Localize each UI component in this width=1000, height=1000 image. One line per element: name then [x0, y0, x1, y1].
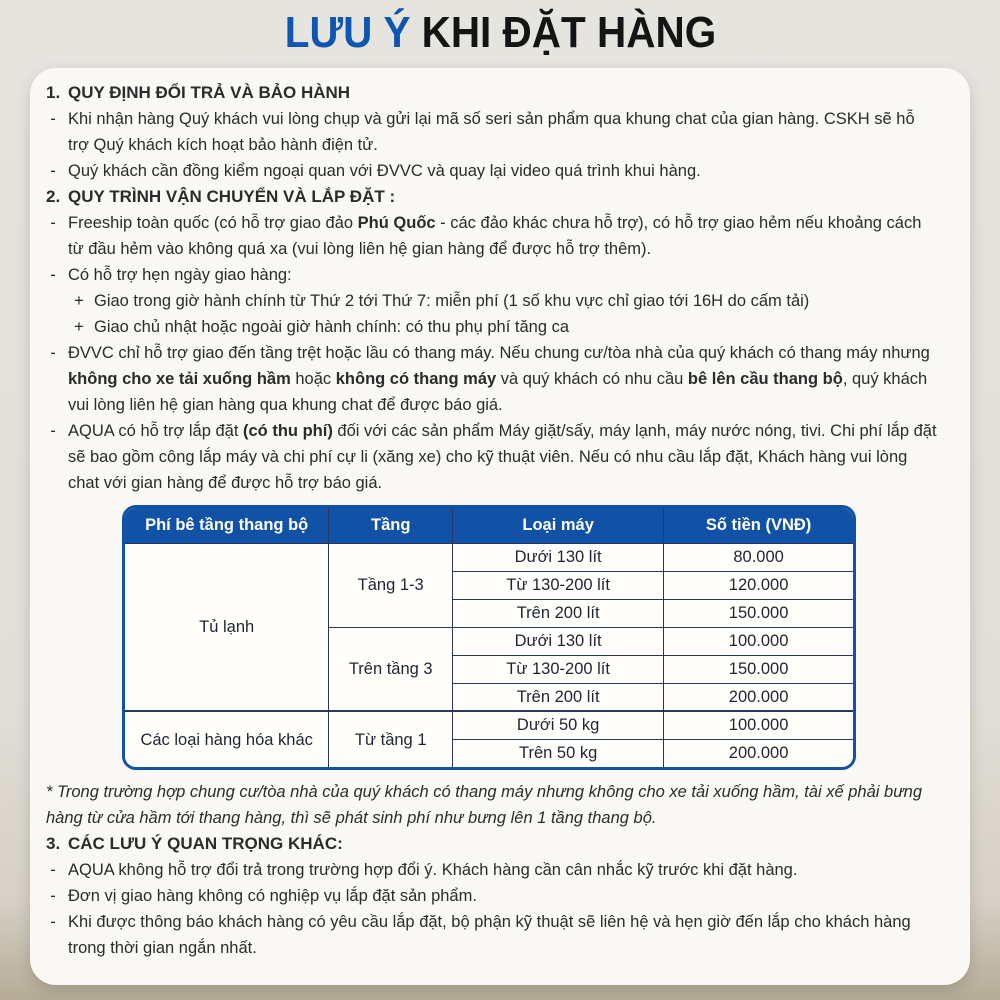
bullet-dash-marker: - [50, 344, 56, 362]
table-cell-amount: 120.000 [664, 571, 853, 599]
table-cell-amount: 200.000 [664, 739, 853, 767]
section-2-subbullet-2 [64, 314, 940, 340]
table-cell-amount: 150.000 [664, 599, 853, 627]
section-2-subbullet-1 [64, 288, 940, 314]
bullet-plus-marker: + [74, 292, 84, 310]
bullet-text: AQUA có hỗ trợ lắp đặt (có thu phí) đối với các sản phẩm Máy giặt/sấy, máy lạnh, máy nước nóng, tivi. Chi phí lắp đặt sẽ bao gồm công lắp máy và chi phí cự li (xăng xe) cho kỹ thuật viên. Nếu có nhu cầu lắp đặt, Khách hàng vui lòng chat với gian hàng để được hỗ trợ báo giá. [68, 422, 937, 492]
table-cell-amount: 100.000 [664, 711, 853, 739]
table-cell-category-fridge: Tủ lạnh [125, 543, 329, 711]
bullet-dash-marker: - [50, 110, 56, 128]
price-table [122, 505, 856, 770]
table-cell-amount: 200.000 [664, 683, 853, 711]
bullet-dash-marker: - [50, 214, 56, 232]
bullet-plus-marker: + [74, 318, 84, 336]
table-cell-type: Trên 50 kg [453, 739, 664, 767]
table-header-amount: Số tiền (VNĐ) [664, 508, 853, 543]
notice-card [30, 68, 970, 985]
bullet-text: Đơn vị giao hàng không có nghiệp vụ lắp đặt sản phẩm. [68, 887, 477, 905]
table-cell-type: Dưới 130 lít [453, 543, 664, 571]
bullet-text: Khi được thông báo khách hàng có yêu cầu lắp đặt, bộ phận kỹ thuật sẽ liên hệ và hẹn giờ đến lắp cho khách hàng trong thời gian ngắn nhất. [68, 913, 911, 957]
bold-paid-install: (có thu phí) [243, 422, 333, 440]
section-1-heading [38, 80, 940, 106]
bullet-text: Giao chủ nhật hoặc ngoài giờ hành chính: có thu phụ phí tăng ca [94, 318, 570, 336]
page-title-highlight: LƯU Ý [284, 8, 411, 57]
section-3-heading-text: CÁC LƯU Ý QUAN TRỌNG KHÁC: [68, 834, 343, 853]
table-cell-amount: 150.000 [664, 655, 853, 683]
table-cell-floor-above-3: Trên tầng 3 [329, 627, 453, 711]
section-1-number: 1. [46, 83, 61, 102]
bullet-dash-marker: - [50, 162, 56, 180]
table-header-floor: Tầng [329, 508, 453, 543]
bullet-text: Khi nhận hàng Quý khách vui lòng chụp và gửi lại mã số seri sản phẩm qua khung chat của gian hàng. CSKH sẽ hỗ trợ Quý khách kích hoạt bảo hành điện tử. [68, 110, 915, 154]
bullet-text: ĐVVC chỉ hỗ trợ giao đến tầng trệt hoặc lầu có thang máy. Nếu chung cư/tòa nhà của quý khách có thang máy nhưng không cho xe tải xuống hầm hoặc không có thang máy và quý khách có nhu cầu bê lên cầu thang bộ, quý khách vui lòng liên hệ gian hàng qua khung chat để được báo giá. [68, 344, 930, 414]
bullet-dash-marker: - [50, 861, 56, 879]
bullet-dash-marker: - [50, 422, 56, 440]
bold-no-truck-basement: không cho xe tải xuống hầm [68, 370, 291, 388]
section-2-bullet-freeship [38, 210, 940, 262]
section-2-bullet-dvvc [38, 340, 940, 418]
table-cell-category-other: Các loại hàng hóa khác [125, 711, 329, 767]
section-2-bullet-aqua [38, 418, 940, 496]
bullet-text: Có hỗ trợ hẹn ngày giao hàng: [68, 266, 292, 284]
table-cell-floor-from-1: Từ tầng 1 [329, 711, 453, 767]
table-row [125, 543, 853, 571]
section-3-number: 3. [46, 834, 61, 853]
bold-no-elevator: không có thang máy [335, 370, 497, 388]
bullet-text: Giao trong giờ hành chính từ Thứ 2 tới Thứ 7: miễn phí (1 số khu vực chỉ giao tới 16H do cấm tải) [94, 292, 810, 310]
bold-carry-stairs: bê lên cầu thang bộ [687, 370, 843, 388]
table-cell-type: Trên 200 lít [453, 599, 664, 627]
table-cell-floor-1-3: Tầng 1-3 [329, 543, 453, 627]
bullet-dash-marker: - [50, 913, 56, 931]
bullet-dash-marker: - [50, 266, 56, 284]
section-1-bullet-1 [38, 106, 940, 158]
section-1-bullet-2 [38, 158, 940, 184]
section-2-heading [38, 184, 940, 210]
table-cell-amount: 80.000 [664, 543, 853, 571]
page-title-rest: KHI ĐẶT HÀNG [421, 8, 716, 57]
section-2-heading-text: QUY TRÌNH VẬN CHUYỂN VÀ LẮP ĐẶT : [68, 187, 396, 206]
bullet-dash-marker: - [50, 887, 56, 905]
bold-phu-quoc: Phú Quốc [357, 214, 436, 232]
table-footnote: * Trong trường hợp chung cư/tòa nhà của quý khách có thang máy nhưng không cho xe tải xuống hầm, tài xế phải bưng hàng từ cửa hầm tới thang hàng, thì sẽ phát sinh phí như bưng lên 1 tầng thang bộ. [46, 783, 923, 827]
section-2-bullet-schedule [38, 262, 940, 288]
table-header-fee: Phí bê tầng thang bộ [125, 508, 329, 543]
table-cell-type: Từ 130-200 lít [453, 571, 664, 599]
section-3-heading [38, 831, 940, 857]
table-cell-type: Dưới 50 kg [453, 711, 664, 739]
page-title [0, 0, 1000, 60]
section-3-bullet-3 [38, 909, 940, 961]
table-cell-type: Dưới 130 lít [453, 627, 664, 655]
bullet-text: Quý khách cần đồng kiểm ngoại quan với ĐVVC và quay lại video quá trình khui hàng. [68, 162, 701, 180]
table-cell-type: Từ 130-200 lít [453, 655, 664, 683]
section-3-bullet-1 [38, 857, 940, 883]
section-3-bullet-2 [38, 883, 940, 909]
section-1-heading-text: QUY ĐỊNH ĐỔI TRẢ VÀ BẢO HÀNH [68, 83, 351, 102]
table-header-row [125, 508, 853, 543]
table-header-machine-type: Loại máy [453, 508, 664, 543]
table-cell-amount: 100.000 [664, 627, 853, 655]
bullet-text: AQUA không hỗ trợ đổi trả trong trường hợp đổi ý. Khách hàng cần cân nhắc kỹ trước khi đặt hàng. [68, 861, 798, 879]
bullet-text: Freeship toàn quốc (có hỗ trợ giao đảo Phú Quốc - các đảo khác chưa hỗ trợ), có hỗ trợ giao hẻm nếu khoảng cách từ đầu hẻm vào không quá xa (vui lòng liên hệ gian hàng để được hỗ trợ thêm). [68, 214, 922, 258]
table-cell-type: Trên 200 lít [453, 683, 664, 711]
table-row [125, 711, 853, 739]
section-2-number: 2. [46, 187, 61, 206]
